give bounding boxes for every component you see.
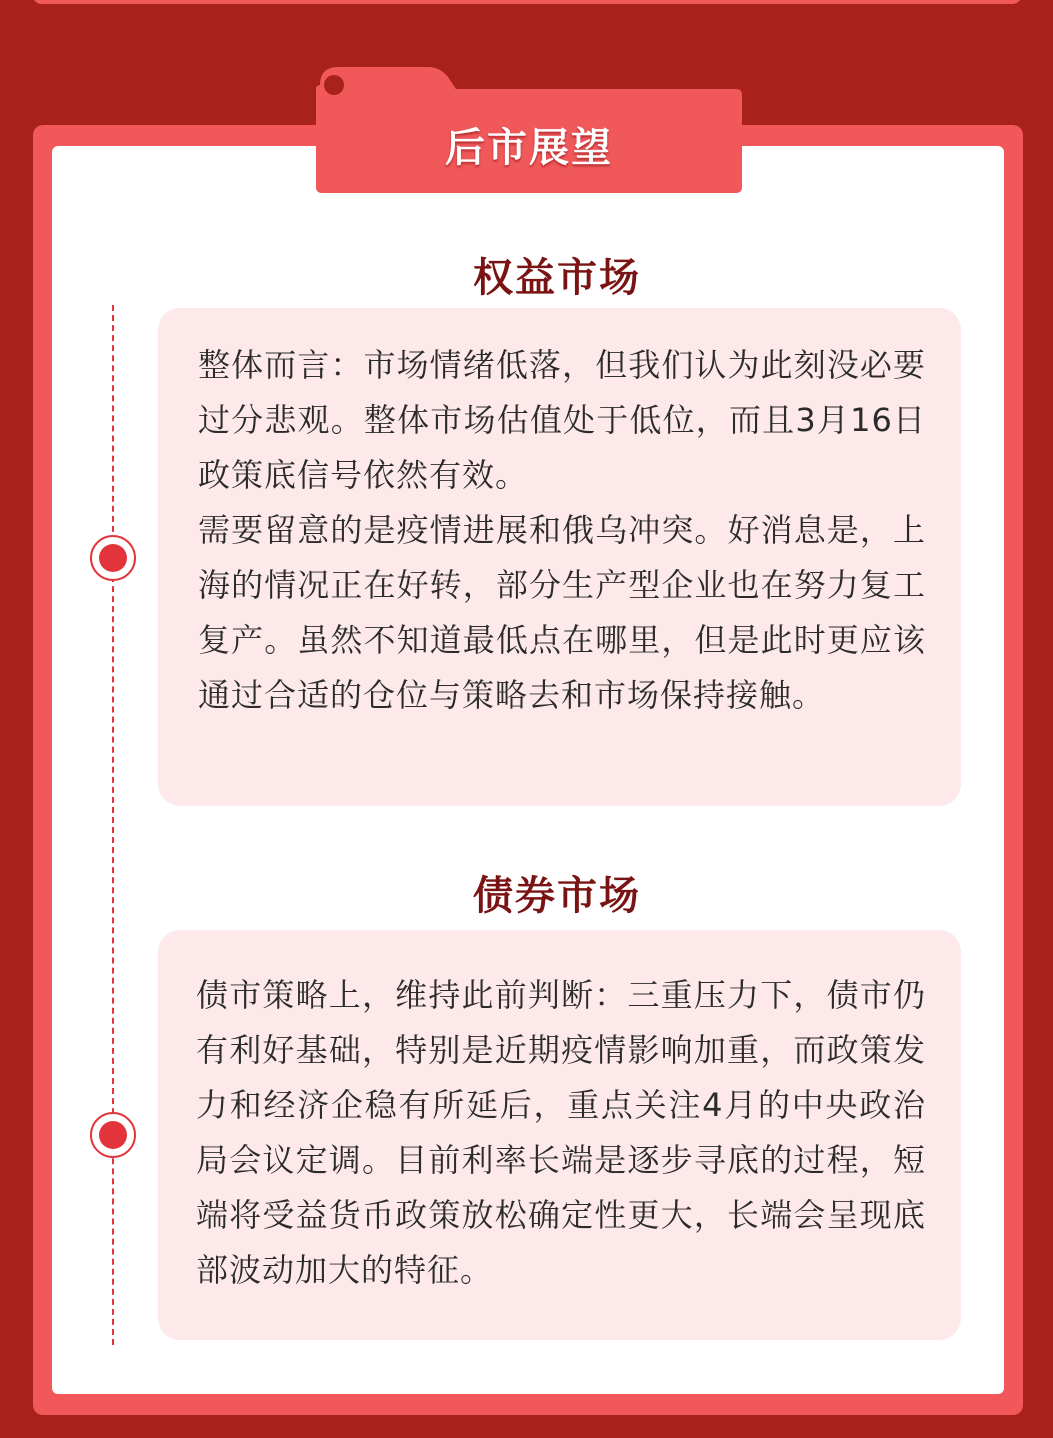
timeline-dot-equity: [90, 535, 136, 581]
previous-card-edge: [32, 0, 1022, 4]
equity-paragraph-2: 需要留意的是疫情进展和俄乌冲突。好消息是，上海的情况正在好转，部分生产型企业也在努力复工复产。虽然不知道最低点在哪里，但是此时更应该通过合适的仓位与策略去和市场保持接触。: [198, 511, 926, 714]
timeline-line: [112, 305, 114, 1345]
page-title: 后市展望: [445, 125, 613, 171]
bond-card: [158, 930, 961, 1340]
section-heading-equity: 权益市场: [473, 255, 641, 301]
equity-paragraph-1: 整体而言：市场情绪低落，但我们认为此刻没必要过分悲观。整体市场估值处于低位，而且3月16日政策底信号依然有效。: [198, 346, 926, 494]
bond-paragraph: 债市策略上，维持此前判断：三重压力下，债市仍有利好基础，特别是近期疫情影响加重，而政策发力和经济企稳有所延后，重点关注4月的中央政治局会议定调。目前利率长端是逐步寻底的过程，短端将受益货币政策放松确定性更大，长端会呈现底部波动加大的特征。: [196, 976, 926, 1289]
timeline-dot-bond: [90, 1112, 136, 1158]
equity-card: [158, 308, 961, 806]
section-heading-bond: 债券市场: [473, 873, 641, 919]
